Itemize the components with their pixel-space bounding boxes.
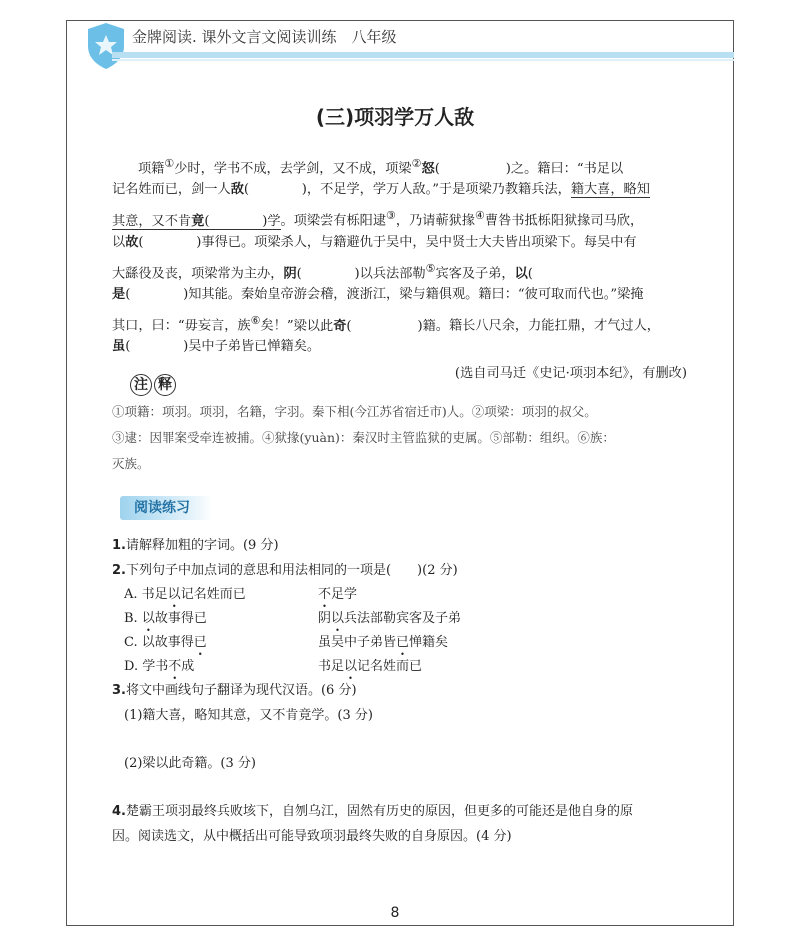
passage-line: 是( )知其能。秦始皇帝游会稽，渡浙江，梁与籍俱观。籍曰：“彼可取而代也。”梁掩 bbox=[112, 286, 644, 302]
note-line: ③逮：因罪案受牵连被捕。④狱掾(yuàn)：秦汉时主管监狱的吏属。⑤部勒：组织。⑥族： bbox=[112, 430, 615, 445]
question-3-sub-1: (1)籍大喜，略知其意，又不肯竟学。(3 分) bbox=[124, 708, 373, 723]
option-a-right: 不足学 bbox=[318, 587, 358, 602]
passage-line: 其口，曰：“毋妄言，族⑥矣！”梁以此奇( )籍。籍长八尺余，力能扛鼎，才气过人， bbox=[112, 314, 660, 334]
question-2: 2.下列句子中加点词的意思和用法相同的一项是( )(2 分) bbox=[112, 563, 458, 578]
option-b-left: B. 以故事得已 bbox=[124, 611, 207, 626]
header-accent-bar bbox=[112, 52, 734, 58]
passage-line: 大繇役及丧，项梁常为主办，阴( )以兵法部勒⑤宾客及子弟，以( bbox=[112, 261, 586, 282]
option-b-right: 阴以兵法部勒宾客及子弟 bbox=[318, 611, 462, 626]
header-accent-line bbox=[112, 59, 734, 61]
notes-heading: 注 释 bbox=[130, 374, 178, 396]
passage-source: (选自司马迁《史记·项羽本纪》，有删改) bbox=[454, 365, 687, 381]
passage-line: 其意，又不肯竟( )学。项梁尝有栎阳逮③，乃请蕲狱掾④曹咎书抵栎阳狱掾司马欣， bbox=[112, 209, 644, 229]
passage-line: 记名姓而已，剑一人敌( )，不足学，学万人敌。”于是项梁乃教籍兵法，籍大喜，略知 bbox=[112, 182, 650, 198]
star-shield-icon bbox=[86, 22, 126, 70]
question-4-continued: 因。阅读选文，从中概括出可能导致项羽最终失败的自身原因。(4 分) bbox=[112, 829, 512, 844]
passage-line: 以故( )事得已。项梁杀人，与籍避仇于吴中，吴中贤士大夫皆出项梁下。每吴中有 bbox=[112, 234, 637, 250]
question-4: 4.楚霸王项羽最终兵败垓下，自刎乌江，固然有历史的原因，但更多的可能还是他自身的原 bbox=[112, 804, 633, 819]
passage-line: 项籍①少时，学书不成，去学剑，又不成，项梁②怒( )之。籍曰：“书足以 bbox=[138, 157, 624, 177]
passage-line: 虽( )吴中子弟皆已惮籍矣。 bbox=[112, 339, 321, 355]
passage bbox=[112, 151, 687, 387]
option-c-right: 虽吴中子弟皆已惮籍矣 bbox=[318, 635, 449, 650]
question-3-sub-2: (2)梁以此奇籍。(3 分) bbox=[124, 756, 256, 771]
option-c-left: C. 以故事得已 bbox=[124, 635, 207, 650]
notes bbox=[112, 399, 687, 477]
header-title: 金牌阅读. 课外文言文阅读训练 八年级 bbox=[132, 28, 397, 46]
exercise-heading: 阅读练习 bbox=[120, 496, 212, 520]
question-1: 1.请解释加粗的字词。(9 分) bbox=[112, 538, 279, 553]
note-line: ①项籍：项羽。项羽，名籍，字羽。秦下相(今江苏省宿迁市)人。②项梁：项羽的叔父。 bbox=[112, 404, 597, 419]
page-title: (三)项羽学万人敌 bbox=[315, 105, 475, 129]
option-d-right: 书足以记名姓而已 bbox=[318, 659, 423, 674]
option-a-left: A. 书足以记名姓而已 bbox=[124, 587, 246, 602]
option-d-left: D. 学书不成 bbox=[124, 659, 195, 674]
question-3: 3.将文中画线句子翻译为现代汉语。(6 分) bbox=[112, 683, 357, 698]
page-number: 8 bbox=[390, 905, 400, 921]
note-line: 灭族。 bbox=[112, 456, 150, 471]
